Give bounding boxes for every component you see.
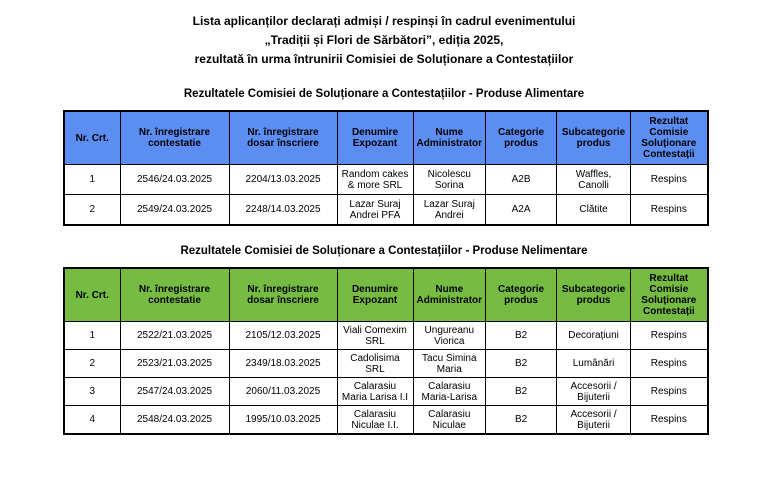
- section-heading-alimentare: Rezultatele Comisiei de Soluționare a Contestațiilor - Produse Alimentare: [183, 88, 585, 100]
- cell-nume-administrator: Tacu Simina Maria: [413, 350, 486, 378]
- column-header-nr-inregistrare-contestatie: Nr. înregistrare contestatie: [120, 111, 229, 165]
- table-row: [64, 322, 708, 350]
- column-header-nr-inregistrare-contestatie: Nr. înregistrare contestatie: [120, 268, 229, 322]
- cell-subcategorie-produs: Clătite: [557, 195, 631, 226]
- column-header-nr-crt: Nr. Crt.: [64, 268, 120, 322]
- table-row: [64, 350, 708, 378]
- cell-nume-administrator: Calarasiu Maria-Larisa: [413, 378, 486, 406]
- cell-nr-inregistrare-dosar: 2204/13.03.2025: [229, 165, 337, 195]
- cell-denumire-expozant: Viali Comexim SRL: [337, 322, 413, 350]
- column-header-nr-inregistrare-dosar: Nr. înregistrare dosar înscriere: [229, 111, 337, 165]
- cell-denumire-expozant: Calarasiu Niculae I.I.: [337, 406, 413, 435]
- cell-nr-crt: 2: [64, 350, 120, 378]
- cell-nr-crt: 2: [64, 195, 120, 226]
- cell-nr-inregistrare-contestatie: 2546/24.03.2025: [120, 165, 229, 195]
- cell-nume-administrator: Calarasiu Niculae: [413, 406, 486, 435]
- cell-subcategorie-produs: Accesorii / Bijuterii: [557, 378, 631, 406]
- document-title-line1: Lista aplicanților declarați admiși / respinși în cadrul evenimentului: [192, 14, 576, 28]
- cell-nr-inregistrare-dosar: 2349/18.03.2025: [229, 350, 337, 378]
- column-header-denumire-expozant: Denumire Expozant: [337, 268, 413, 322]
- column-header-denumire-expozant: Denumire Expozant: [337, 111, 413, 165]
- column-header-subcategorie-produs: Subcategorie produs: [557, 268, 631, 322]
- column-header-categorie-produs: Categorie produs: [486, 111, 557, 165]
- table-row: [64, 378, 708, 406]
- column-header-nume-administrator: Nume Administrator: [413, 268, 486, 322]
- section-heading-nelimentare: Rezultatele Comisiei de Soluționare a Contestațiilor - Produse Nelimentare: [180, 245, 588, 257]
- column-header-nume-administrator: Nume Administrator: [413, 111, 486, 165]
- cell-nr-inregistrare-dosar: 2060/11.03.2025: [229, 378, 337, 406]
- cell-rezultat: Respins: [631, 195, 708, 226]
- table-header-row: [64, 111, 708, 165]
- cell-categorie-produs: B2: [486, 406, 557, 435]
- cell-denumire-expozant: Lazar Suraj Andrei PFA: [337, 195, 413, 226]
- cell-subcategorie-produs: Lumânări: [557, 350, 631, 378]
- cell-categorie-produs: B2: [486, 350, 557, 378]
- cell-nr-inregistrare-contestatie: 2547/24.03.2025: [120, 378, 229, 406]
- cell-categorie-produs: A2A: [486, 195, 557, 226]
- cell-nr-inregistrare-dosar: 1995/10.03.2025: [229, 406, 337, 435]
- cell-denumire-expozant: Cadolisima SRL: [337, 350, 413, 378]
- column-header-rezultat-comisie: Rezultat Comisie Soluționare Contestații: [631, 111, 708, 165]
- cell-nr-crt: 4: [64, 406, 120, 435]
- cell-denumire-expozant: Random cakes & more SRL: [337, 165, 413, 195]
- cell-nr-inregistrare-dosar: 2248/14.03.2025: [229, 195, 337, 226]
- cell-rezultat: Respins: [631, 350, 708, 378]
- cell-denumire-expozant: Calarasiu Maria Larisa I.I: [337, 378, 413, 406]
- cell-nr-crt: 1: [64, 165, 120, 195]
- document-title-line3: rezultată în urma întrunirii Comisiei de Soluționare a Contestațiilor: [194, 52, 574, 66]
- cell-nr-inregistrare-dosar: 2105/12.03.2025: [229, 322, 337, 350]
- cell-nume-administrator: Lazar Suraj Andrei: [413, 195, 486, 226]
- cell-subcategorie-produs: Waffles, Canolli: [557, 165, 631, 195]
- cell-categorie-produs: B2: [486, 322, 557, 350]
- table-alimentare: [63, 110, 709, 226]
- table-row: [64, 165, 708, 195]
- table-row: [64, 406, 708, 435]
- document-title-line2: „Tradiții și Flori de Sărbători”, ediția 2025,: [264, 33, 504, 47]
- cell-rezultat: Respins: [631, 378, 708, 406]
- cell-rezultat: Respins: [631, 165, 708, 195]
- cell-nume-administrator: Nicolescu Sorina: [413, 165, 486, 195]
- column-header-categorie-produs: Categorie produs: [486, 268, 557, 322]
- cell-nr-crt: 1: [64, 322, 120, 350]
- cell-nr-inregistrare-contestatie: 2522/21.03.2025: [120, 322, 229, 350]
- cell-rezultat: Respins: [631, 406, 708, 435]
- cell-categorie-produs: B2: [486, 378, 557, 406]
- document-title: [0, 0, 768, 69]
- cell-subcategorie-produs: Accesorii / Bijuterii: [557, 406, 631, 435]
- cell-nume-administrator: Ungureanu Viorica: [413, 322, 486, 350]
- table-row: [64, 195, 708, 226]
- column-header-nr-inregistrare-dosar: Nr. înregistrare dosar înscriere: [229, 268, 337, 322]
- cell-subcategorie-produs: Decorațiuni: [557, 322, 631, 350]
- column-header-nr-crt: Nr. Crt.: [64, 111, 120, 165]
- cell-rezultat: Respins: [631, 322, 708, 350]
- column-header-subcategorie-produs: Subcategorie produs: [557, 111, 631, 165]
- cell-nr-inregistrare-contestatie: 2549/24.03.2025: [120, 195, 229, 226]
- cell-categorie-produs: A2B: [486, 165, 557, 195]
- cell-nr-inregistrare-contestatie: 2523/21.03.2025: [120, 350, 229, 378]
- cell-nr-crt: 3: [64, 378, 120, 406]
- table-header-row: [64, 268, 708, 322]
- column-header-rezultat-comisie: Rezultat Comisie Soluționare Contestații: [631, 268, 708, 322]
- table-nelimentare: [63, 267, 709, 435]
- cell-nr-inregistrare-contestatie: 2548/24.03.2025: [120, 406, 229, 435]
